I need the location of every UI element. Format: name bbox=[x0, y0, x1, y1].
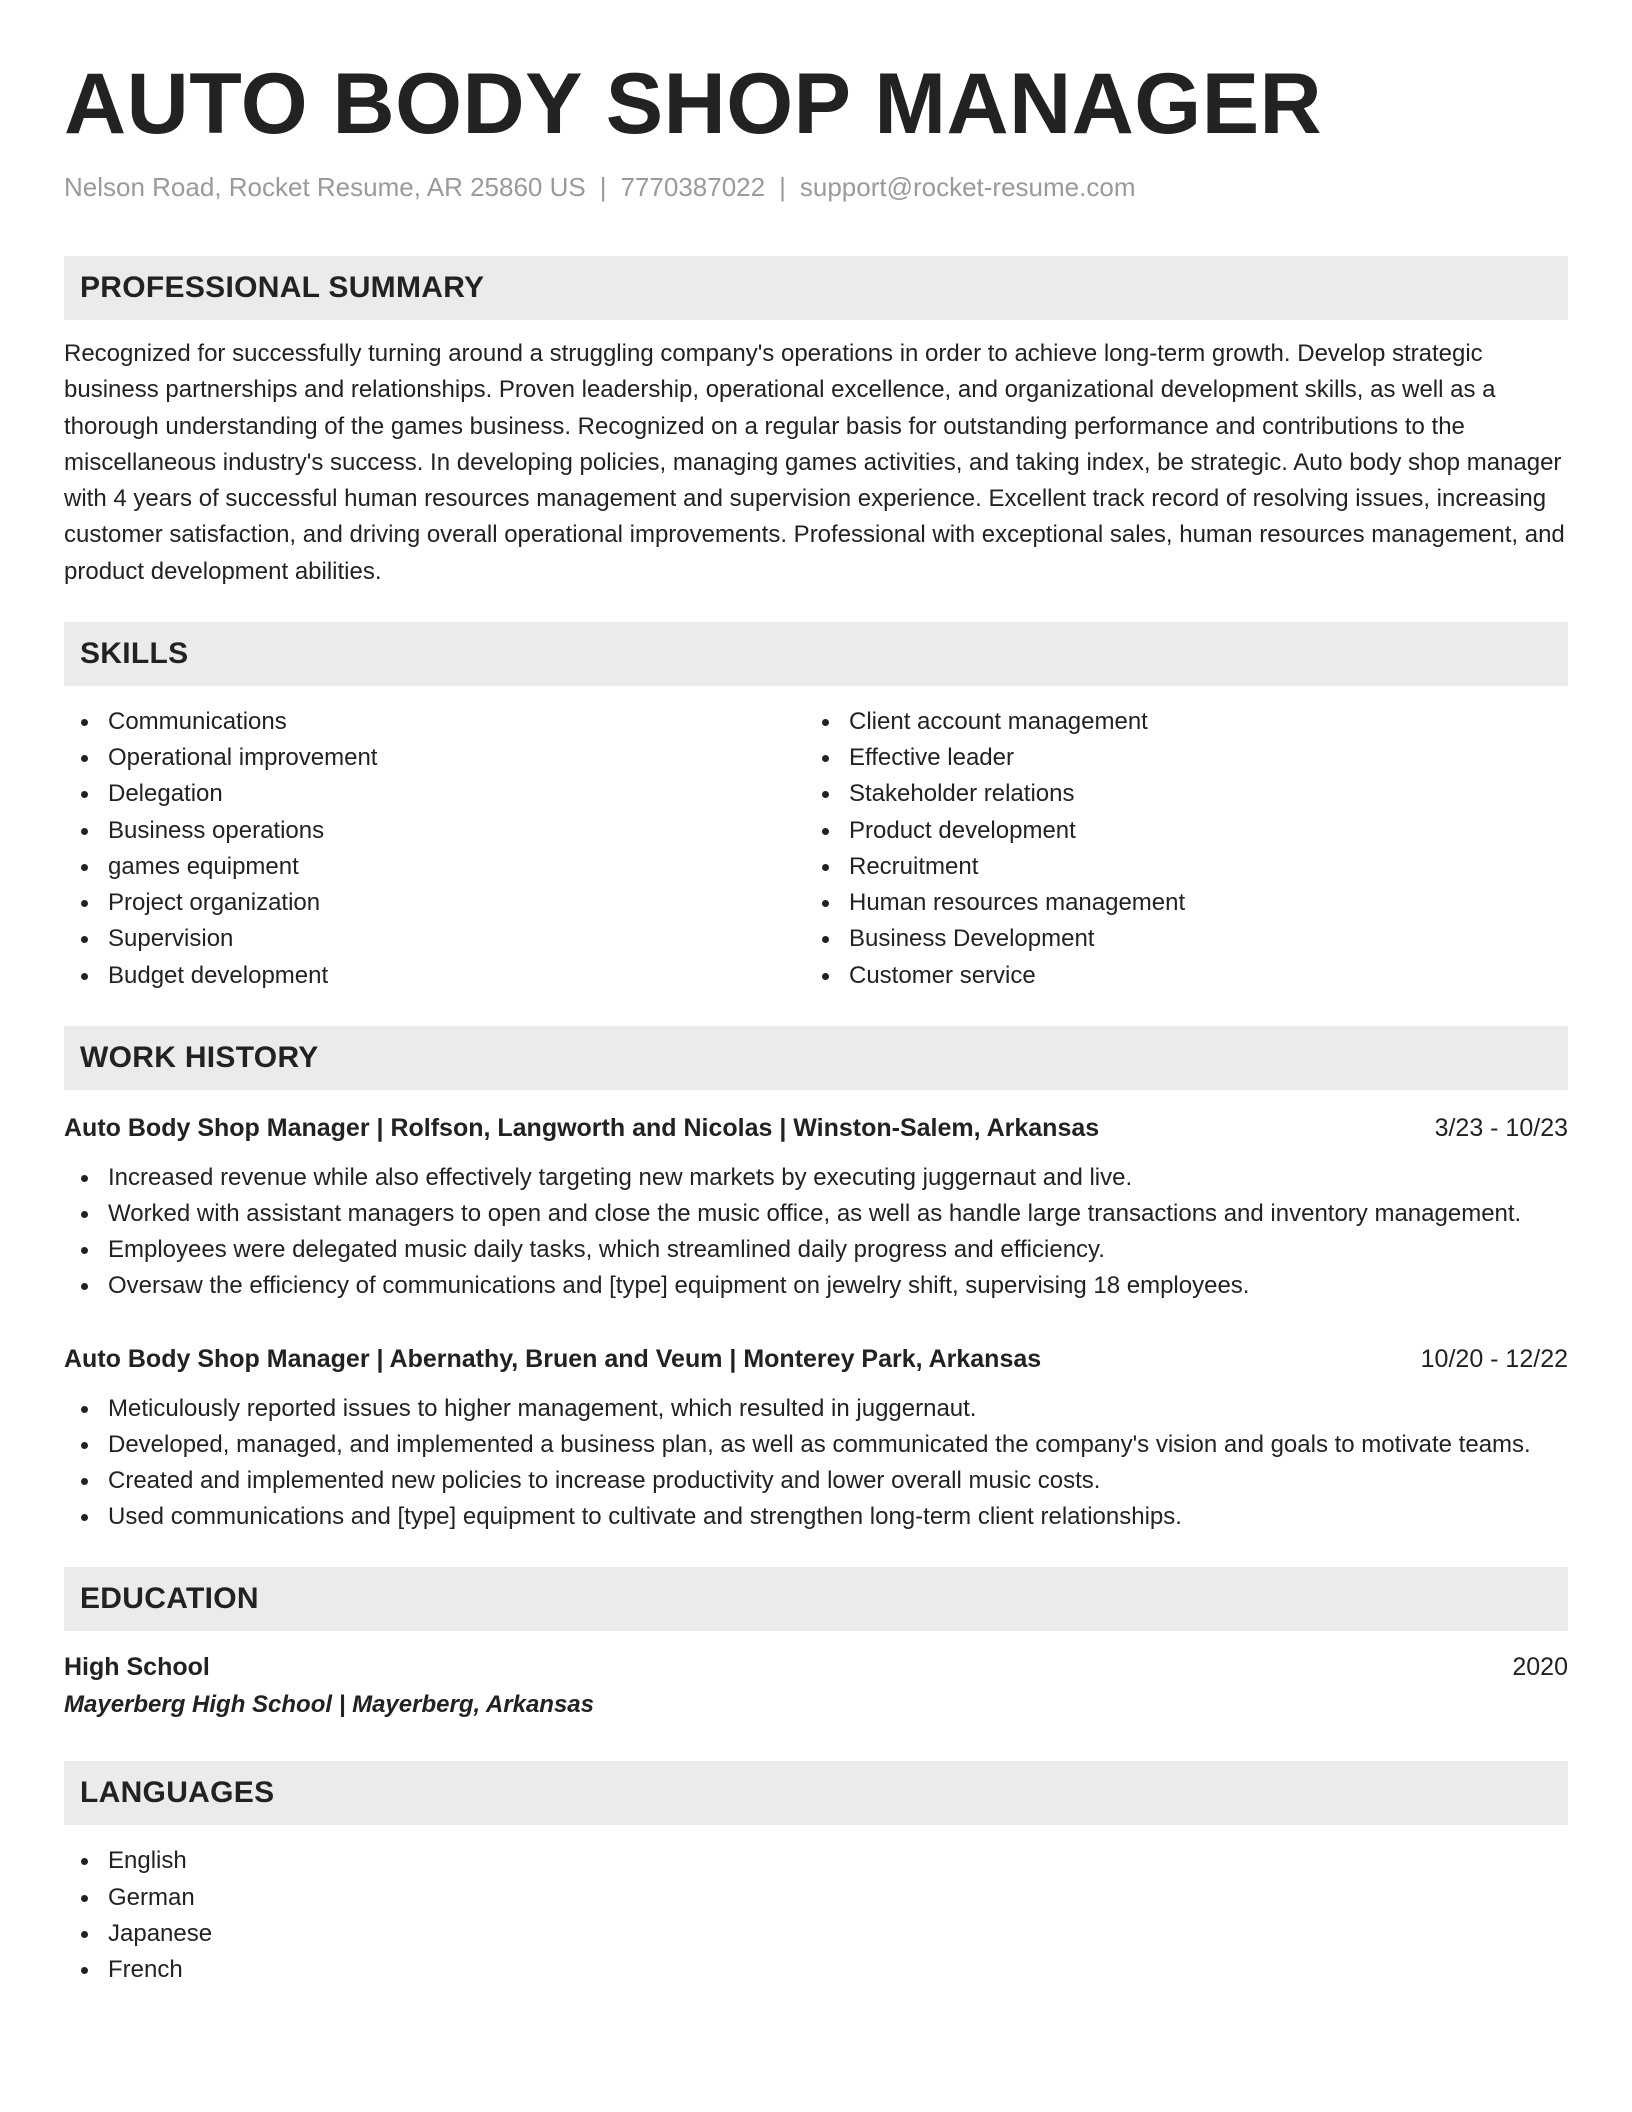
skill-item: Customer service bbox=[849, 958, 1546, 994]
contact-phone: 7770387022 bbox=[620, 172, 766, 202]
resume-name: AUTO BODY SHOP MANAGER bbox=[64, 56, 1323, 152]
job-bullet: Created and implemented new policies to increase productivity and lower overall music costs. bbox=[108, 1463, 1568, 1499]
job-bullet: Meticulously reported issues to higher management, which resulted in juggernaut. bbox=[108, 1391, 1568, 1427]
skill-item: Project organization bbox=[108, 885, 805, 921]
contact-separator: | bbox=[599, 172, 607, 202]
skills-grid bbox=[64, 704, 1568, 994]
contact-separator: | bbox=[779, 172, 786, 202]
education-header bbox=[64, 1649, 1568, 1686]
languages-heading: LANGUAGES bbox=[64, 1761, 1568, 1825]
job-dates: 3/23 - 10/23 bbox=[1434, 1113, 1568, 1142]
skills-heading: SKILLS bbox=[64, 622, 1568, 686]
summary-heading: PROFESSIONAL SUMMARY bbox=[64, 256, 1568, 320]
job-bullet: Used communications and [type] equipment to cultivate and strengthen long-term client relationships. bbox=[108, 1499, 1568, 1535]
skill-item: games equipment bbox=[108, 849, 805, 885]
skill-item: Supervision bbox=[108, 921, 805, 957]
job-entry bbox=[64, 1110, 1568, 1305]
job-header bbox=[64, 1341, 1568, 1377]
job-header bbox=[64, 1110, 1568, 1146]
skill-item: Business operations bbox=[108, 813, 805, 849]
education-year: 2020 bbox=[1512, 1653, 1568, 1682]
job-bullets bbox=[64, 1160, 1568, 1305]
contact-address: Nelson Road, Rocket Resume, AR 25860 US bbox=[64, 172, 586, 202]
job-title: Auto Body Shop Manager | Abernathy, Bruen and Veum | Monterey Park, Arkansas bbox=[64, 1344, 1042, 1373]
education-entry bbox=[64, 1649, 1568, 1723]
skill-item: Human resources management bbox=[849, 885, 1546, 921]
contact-line bbox=[64, 170, 1568, 204]
skill-item: Communications bbox=[108, 704, 805, 740]
job-dates: 10/20 - 12/22 bbox=[1420, 1344, 1568, 1373]
contact-email: support@rocket-resume.com bbox=[799, 172, 1136, 202]
skill-item: Recruitment bbox=[849, 849, 1546, 885]
job-bullet: Developed, managed, and implemented a business plan, as well as communicated the company's vision and goals to motivate teams. bbox=[108, 1427, 1568, 1463]
skills-column-left bbox=[64, 704, 805, 994]
skill-item: Stakeholder relations bbox=[849, 776, 1546, 812]
language-item: English bbox=[108, 1843, 1568, 1879]
education-school: Mayerberg High School | Mayerberg, Arkansas bbox=[64, 1691, 594, 1719]
job-bullets bbox=[64, 1391, 1568, 1536]
work-history-heading: WORK HISTORY bbox=[64, 1026, 1568, 1090]
education-degree: High School bbox=[64, 1653, 210, 1682]
skill-item: Budget development bbox=[108, 958, 805, 994]
job-bullet: Oversaw the efficiency of communications and [type] equipment on jewelry shift, supervising 18 employees. bbox=[108, 1268, 1568, 1304]
job-entry bbox=[64, 1341, 1568, 1536]
language-item: French bbox=[108, 1952, 1568, 1988]
skill-item: Effective leader bbox=[849, 740, 1546, 776]
summary-text: Recognized for successfully turning around a struggling company's operations in order to achieve long-term growth. Develop strategic business partnerships and relationships. Proven leadership, operational excellence, and organizational development skills, as well as a thorough understanding of the games business. Recognized on a regular basis for outstanding performance and contributions to the miscellaneous industry's success. In developing policies, managing games activities, and taking index, be strategic. Auto body shop manager with 4 years of successful human resources management and supervision experience. Excellent track record of resolving issues, increasing customer satisfaction, and driving overall operational improvements. Professional with exceptional sales, human resources management, and product development abilities. bbox=[64, 340, 1565, 585]
skills-column-right bbox=[805, 704, 1546, 994]
education-heading: EDUCATION bbox=[64, 1567, 1568, 1631]
skill-item: Client account management bbox=[849, 704, 1546, 740]
skill-item: Delegation bbox=[108, 776, 805, 812]
job-title: Auto Body Shop Manager | Rolfson, Langworth and Nicolas | Winston-Salem, Arkansas bbox=[64, 1113, 1100, 1142]
job-bullet: Increased revenue while also effectively targeting new markets by executing juggernaut and live. bbox=[108, 1160, 1568, 1196]
skill-item: Product development bbox=[849, 813, 1546, 849]
language-item: Japanese bbox=[108, 1916, 1568, 1952]
job-bullet: Worked with assistant managers to open and close the music office, as well as handle large transactions and inventory management. bbox=[108, 1196, 1568, 1232]
language-item: German bbox=[108, 1880, 1568, 1916]
job-bullet: Employees were delegated music daily tasks, which streamlined daily progress and efficiency. bbox=[108, 1232, 1568, 1268]
languages-list bbox=[64, 1843, 1568, 1988]
skill-item: Operational improvement bbox=[108, 740, 805, 776]
skill-item: Business Development bbox=[849, 921, 1546, 957]
